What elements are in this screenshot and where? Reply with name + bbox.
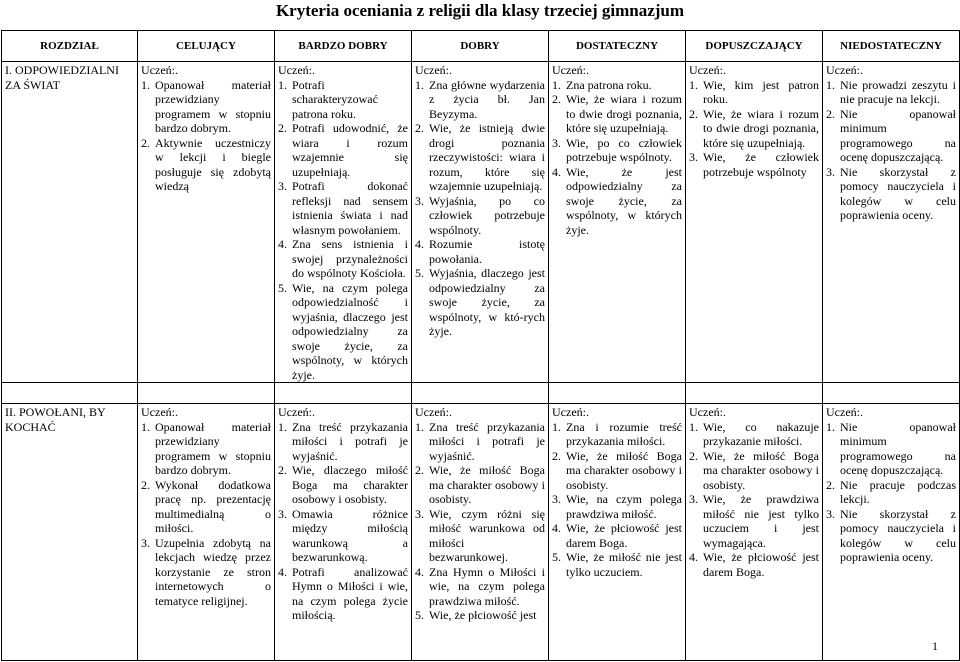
list-item: 3. Wie, czym różni się miłość warunkowa od miłości bezwarunkowej. [415, 506, 545, 564]
criteria-cell [275, 404, 412, 661]
criteria-cell [823, 62, 960, 383]
criteria-cell [412, 62, 549, 383]
uczen-label: Uczeń:. [278, 63, 315, 77]
list-item: 3. Uzupełnia zdobytą na lekcjach wiedzę przez korzystanie ze stron internetowych o tematyce religijnej. [141, 535, 271, 608]
list-item: 1. Zna główne wydarzenia z życia bł. Jan Beyzyma. [415, 77, 545, 121]
list-item: 5. Wie, że płciowość jest [415, 608, 537, 622]
spacer-row [2, 383, 960, 404]
criteria-cell [549, 404, 686, 661]
table-row [2, 62, 960, 383]
list-item: 1. Wie, kim jest patron roku. [689, 77, 819, 106]
criteria-list [278, 420, 408, 623]
list-item: 2. Wie, że wiara i rozum to dwie drogi poznania, które się uzupełniają. [552, 92, 682, 135]
list-item: 2. Wie, dlaczego miłość Boga ma charakter osobowy i osobisty. [278, 463, 408, 506]
list-item: 3. Wie, na czym polega prawdziwa miłość. [552, 492, 682, 521]
criteria-list [552, 420, 682, 580]
criteria-cell [686, 62, 823, 383]
criteria-cell [275, 62, 412, 383]
criteria-list [552, 78, 682, 238]
criteria-cell [138, 404, 275, 661]
criteria-cell [412, 404, 549, 661]
criteria-list [826, 78, 956, 223]
list-item: 2. Wie, że miłość Boga ma charakter osobowy i osobisty. [415, 463, 545, 506]
list-item: 5. Wie, na czym polega odpowiedzialność i wyjaśnia, dlaczego jest odpowiedzialny za swoje życie, za wspólnoty, w których żyje. [278, 280, 408, 382]
uczen-label: Uczeń:. [552, 405, 589, 419]
uczen-label: Uczeń:. [278, 405, 315, 419]
list-item: 3. Omawia różnice między miłością warunkową a bezwarunkową. [278, 506, 408, 564]
header-cell: BARDZO DOBRY [275, 31, 412, 62]
criteria-list [141, 420, 271, 609]
list-item: 1. Zna treść przykazania miłości i potrafi je wyjaśnić. [415, 419, 545, 463]
list-item: 2. Nie pracuje podczas lekcji. [826, 477, 956, 506]
list-item: 2. Nie opanował minimum programowego na ocenę dopuszczającą. [826, 106, 956, 164]
list-item: 1. Nie prowadzi zeszytu i nie pracuje na lekcji. [826, 77, 956, 106]
list-item: 1. Potrafi scharakteryzować patrona roku. [278, 77, 378, 121]
list-item: 1. Zna treść przykazania miłości i potrafi je wyjaśnić. [278, 419, 408, 463]
list-item: 3. Nie skorzystał z pomocy nauczyciela i kolegów w celu poprawienia oceny. [826, 506, 956, 564]
list-item: 4. Wie, że płciowość jest darem Boga. [689, 550, 819, 579]
uczen-label: Uczeń:. [689, 405, 726, 419]
criteria-cell [138, 62, 275, 383]
criteria-list [415, 78, 545, 339]
list-item: 5. Wyjaśnia, dlaczego jest odpowiedzialny za swoje życie, za wspólnoty, w któ-rych żyje. [415, 266, 545, 338]
header-cell: DOBRY [412, 31, 549, 62]
list-item: 1. Opanował materiał przewidziany programem w stopniu bardzo dobrym. [141, 77, 271, 135]
criteria-list [689, 78, 819, 180]
list-item: 2. Potrafi udowodnić, że wiara i rozum wzajemnie się uzupełniają. [278, 121, 408, 179]
list-item: 4. Rozumie istotę powołania. [415, 237, 545, 266]
list-item: 4. Zna sens istnienia i swojej przynależności do wspólnoty Kościoła. [278, 237, 408, 280]
list-item: 5. Wie, że miłość nie jest tylko uczuciem. [552, 550, 682, 579]
list-item: 2. Wie, że miłość Boga ma charakter osobowy i osobisty. [552, 448, 682, 492]
page-title: Kryteria oceniania z religii dla klasy trzeciej gimnazjum [275, 1, 685, 20]
uczen-label: Uczeń:. [415, 405, 452, 419]
list-item: 2. Wie, że miłość Boga ma charakter osobowy i osobisty. [689, 448, 819, 492]
uczen-label: Uczeń:. [826, 63, 863, 77]
uczen-label: Uczeń:. [141, 405, 178, 419]
page-number: 1 [932, 639, 938, 653]
header-cell: ROZDZIAŁ [2, 31, 138, 62]
criteria-list [141, 78, 271, 194]
list-item: 1. Zna patrona roku. [552, 77, 652, 92]
list-item: 1. Nie opanował minimum programowego na ocenę dopuszczającą. [826, 419, 956, 477]
list-item: 4. Potrafi analizować Hymn o Miłości i wie, na czym polega życie miłością. [278, 564, 408, 622]
uczen-label: Uczeń:. [141, 63, 178, 77]
criteria-list [826, 420, 956, 565]
list-item: 4. Wie, że płciowość jest darem Boga. [552, 521, 682, 550]
criteria-table [1, 30, 960, 661]
list-item: 3. Potrafi dokonać refleksji nad sensem istnienia świata i nad własnym powołaniem. [278, 179, 408, 237]
criteria-cell [549, 62, 686, 383]
list-item: 1. Wie, co nakazuje przykazanie miłości. [689, 419, 819, 448]
list-item: 3. Nie skorzystał z pomocy nauczyciela i kolegów w celu poprawienia oceny. [826, 164, 956, 222]
criteria-cell [686, 404, 823, 661]
uczen-label: Uczeń:. [552, 63, 589, 77]
list-item: 1. Zna i rozumie treść przykazania miłości. [552, 419, 682, 448]
header-cell: NIEDOSTATECZNY [823, 31, 960, 62]
criteria-list [689, 420, 819, 580]
header-cell: DOSTATECZNY [549, 31, 686, 62]
list-item: 3. Wie, że prawdziwa miłość nie jest tylko uczuciem i jest wymagająca. [689, 492, 819, 550]
section-name: I. ODPOWIEDZIALNI ZA ŚWIAT [2, 62, 138, 383]
list-item: 1. Opanował materiał przewidziany programem w stopniu bardzo dobrym. [141, 419, 271, 477]
list-item: 2. Wie, że istnieją dwie drogi poznania rzeczywistości: wiara i rozum, które się wzajemnie uzupełniają. [415, 121, 545, 193]
header-cell: DOPUSZCZAJĄCY [686, 31, 823, 62]
section-name: II. POWOŁANI, BY KOCHAĆ [2, 404, 138, 661]
criteria-cell [823, 404, 960, 661]
uczen-label: Uczeń:. [415, 63, 452, 77]
header-cell: CELUJĄCY [138, 31, 275, 62]
list-item: 2. Wie, że wiara i rozum to dwie drogi poznania, które się uzupełniają. [689, 106, 819, 150]
list-item: 4. Wie, że jest odpowiedzialny za swoje życie, za wspólnoty, w których żyje. [552, 164, 682, 237]
uczen-label: Uczeń:. [826, 405, 863, 419]
list-item: 2. Aktywnie uczestniczy w lekcji i biegle posługuje się zdobytą wiedzą [141, 135, 271, 193]
criteria-list [278, 78, 408, 383]
list-item: 2. Wykonał dodatkowa pracę np. prezentację multimedialną o miłości. [141, 477, 271, 535]
list-item: 3. Wie, że człowiek potrzebuje wspólnoty [689, 150, 819, 179]
table-row [2, 404, 960, 661]
list-item: 4. Zna Hymn o Miłości i wie, na czym polega prawdziwa miłość. [415, 564, 545, 608]
uczen-label: Uczeń:. [689, 63, 726, 77]
list-item: 3. Wie, po co człowiek potrzebuje wspólnoty. [552, 135, 682, 164]
header-row [2, 31, 960, 62]
list-item: 3. Wyjaśnia, po co człowiek potrzebuje wspólnoty. [415, 193, 545, 237]
criteria-list [415, 420, 545, 623]
